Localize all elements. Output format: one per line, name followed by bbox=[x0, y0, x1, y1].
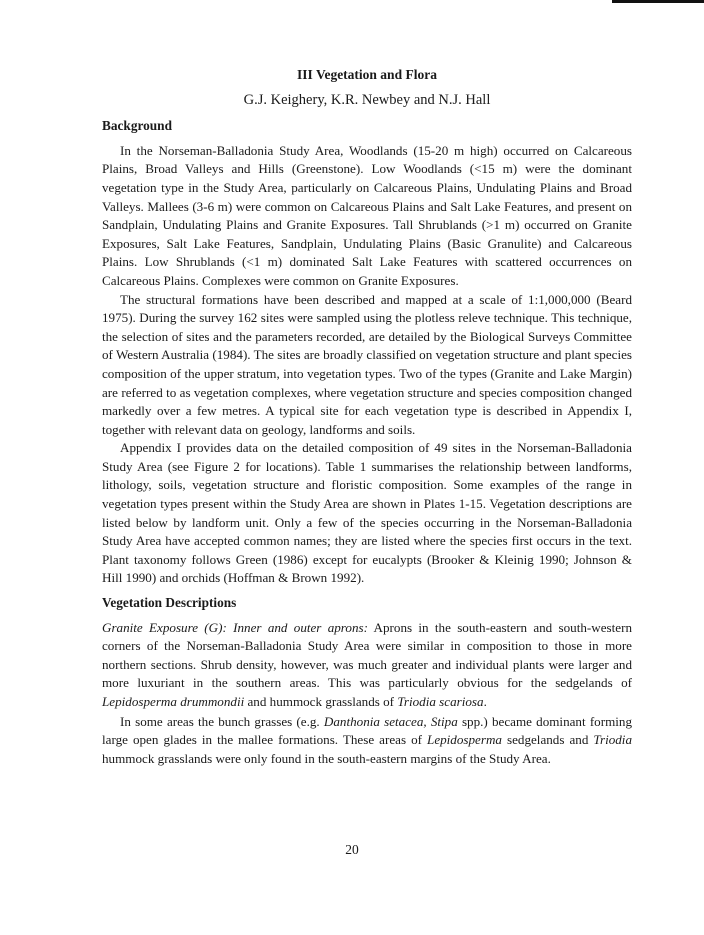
granite-text-b: and hummock grasslands of bbox=[244, 694, 398, 709]
bunch-text-c: sedgelands and bbox=[501, 732, 594, 748]
scan-edge-mark bbox=[612, 0, 704, 3]
species-triodia-scariosa: Triodia scariosa bbox=[397, 694, 484, 709]
species-lepidosperma-drummondii: Lepidosperma drummondii bbox=[102, 694, 245, 709]
granite-exposure-label: Granite Exposure (G): Inner and outer aprons: bbox=[102, 619, 368, 635]
vegetation-descriptions-heading: Vegetation Descriptions bbox=[102, 595, 237, 611]
authors-line: G.J. Keighery, K.R. Newbey and N.J. Hall bbox=[243, 91, 491, 108]
bunch-text-d: hummock grasslands were only found in the south-eastern margins of the Study Area. bbox=[102, 750, 551, 766]
paragraph-bunch-grasses bbox=[102, 713, 632, 769]
chapter-title: III Vegetation and Flora bbox=[297, 67, 437, 82]
paragraph-structural-formations: The structural formations have been described and mapped at a scale of 1:1,000,000 (Beard 1975). During the survey 162 sites were sampled using the plotless releve technique. This technique, the selection of sites and the parameters recorded, are detailed by the Biological Surveys Committee of Western Australia (1984). The sites are broadly classified on vegetation structure and plant species composition of the upper stratum, into vegetation types. Two of the types (Granite and Lake Margin) are referred to as vegetation complexes, where vegetation structure and species composition changed markedly over a few metres. A typical site for each vegetation type is described in Appendix I, together with relevant data on geology, landforms and soils. bbox=[102, 291, 632, 437]
species-lepidosperma: Lepidosperma bbox=[427, 732, 502, 748]
bunch-text-b: spp.) became dominant forming large open glades in the mallee formations. These areas of bbox=[102, 713, 632, 748]
paragraph-appendix: Appendix I provides data on the detailed composition of 49 sites in the Norseman-Balladonia Study Area (see Figure 2 for locations). Table 1 summarises the relationship between landforms, lithology, soils, vegetation structure and floristic composition. Some examples of the range in vegetation types present within the Study Area are shown in Plates 1-15. Vegetation descriptions are listed below by landform unit. Only a few of the species occurring in the Norseman-Balladonia Study Area have accepted common names; they are listed where the species first occurs in the text. Plant taxonomy follows Green (1986) except for eucalypts (Brooker & Kleinig 1990; Johnson & Hill 1990) and orchids (Hoffman & Brown 1992). bbox=[102, 440, 632, 586]
document-page bbox=[102, 66, 632, 768]
background-heading: Background bbox=[102, 118, 172, 134]
species-danthonia-stipa: Danthonia setacea, Stipa bbox=[323, 713, 458, 729]
granite-text-c: . bbox=[483, 694, 487, 709]
paragraph-granite-exposure bbox=[102, 619, 632, 712]
bunch-text-a: In some areas the bunch grasses (e.g. bbox=[120, 713, 324, 729]
species-triodia: Triodia bbox=[593, 732, 632, 748]
paragraph-woodlands: In the Norseman-Balladonia Study Area, Woodlands (15-20 m high) occurred on Calcareous Plains, Broad Valleys and Hills (Greenstone). Low Woodlands (<15 m) were the dominant vegetation type in the Study Area, particularly on Calcareous Plains, Undulating Plains and Broad Valleys. Mallees (3-6 m) were common on Calcareous Plains and Salt Lake Features, and present on Sandplain, Undulating Plains and Granite Exposures. Tall Shrublands (>1 m) occurred on Granite Exposures, Salt Lake Features, Sandplain, Undulating Plains (Basic Granulite) and Calcareous Plains. Low Shrublands (<1 m) dominated Salt Lake Features with scattered occurrences on Calcareous Plains. Complexes were common on Granite Exposures. bbox=[102, 142, 632, 288]
granite-text-a: Aprons in the south-eastern and south-western corners of the Norseman-Balladonia Study Area were similar in composition to those in more northern sections. Shrub density, however, was much greater and individual plants were larger and more luxuriant in the southern areas. This was particularly obvious for the sedgelands of bbox=[102, 619, 632, 691]
page-number: 20 bbox=[345, 842, 359, 857]
